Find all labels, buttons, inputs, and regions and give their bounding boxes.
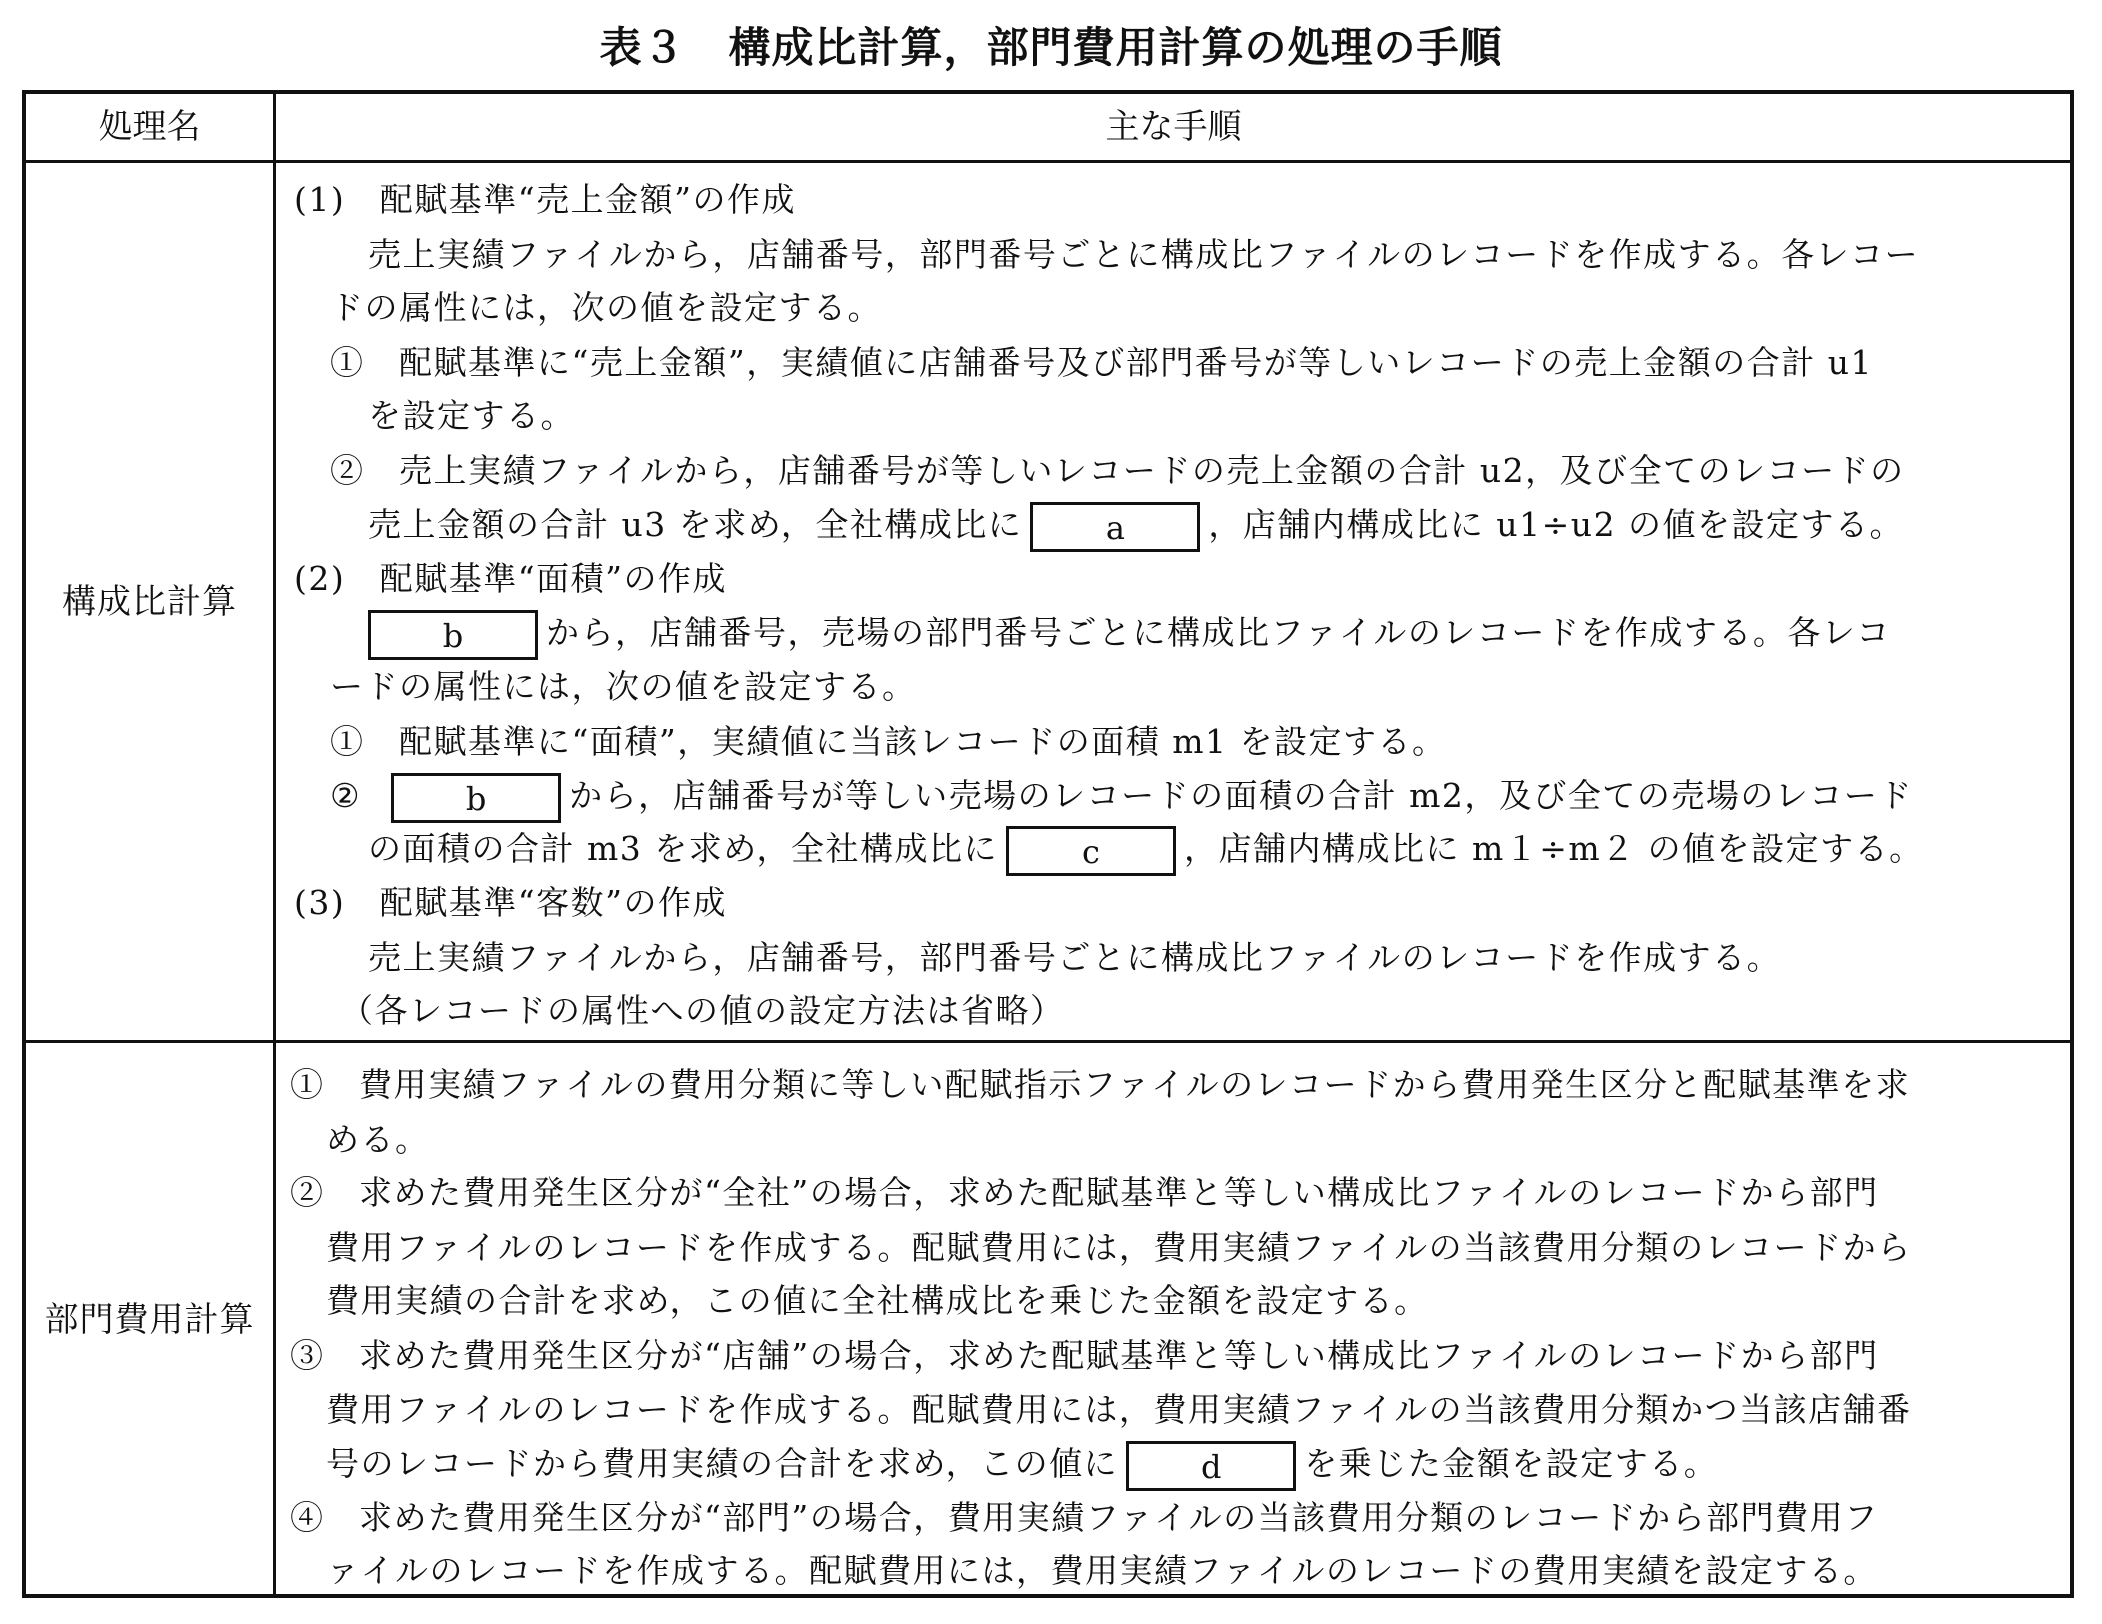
column-divider	[273, 90, 276, 1598]
step-1-item-2-cont: 売上金額の合計 u3 を求め，全社構成比に a ，店舗内構成比に u1÷u2 の値を設定する。	[368, 502, 1904, 552]
step-2-text: b から，店舗番号，売場の部門番号ごとに構成比ファイルのレコードを作成する。各レコ	[368, 610, 1891, 660]
step-1-heading: (1) 配賦基準“売上金額”の作成	[294, 180, 796, 219]
step-3-heading: (3) 配賦基準“客数”の作成	[294, 883, 727, 922]
cost-step-3-cont: 費用ファイルのレコードを作成する。配賦費用には，費用実績ファイルの当該費用分類かつ当該店舗番	[326, 1390, 1912, 1429]
cost-step-2-cont: 費用ファイルのレコードを作成する。配賦費用には，費用実績ファイルの当該費用分類のレコードから	[326, 1228, 1912, 1267]
step-2-item-2-cont: の面積の合計 m3 を求め，全社構成比に c ，店舗内構成比に m１÷m２ の値を設定する。	[368, 826, 1924, 876]
step-2-heading: (2) 配賦基準“面積”の作成	[294, 559, 727, 598]
table-title: 表３ 構成比計算，部門費用計算の処理の手順	[599, 23, 1503, 72]
blank-box-c: c	[1006, 826, 1176, 876]
header-process-name: 処理名	[98, 107, 201, 147]
cost-step-3: ③ 求めた費用発生区分が“店舗”の場合，求めた配賦基準と等しい構成比ファイルのレコードから部門	[290, 1336, 1879, 1375]
row-divider	[22, 1040, 2074, 1043]
step-1-item-2: ② 売上実績ファイルから，店舗番号が等しいレコードの売上金額の合計 u2，及び全てのレコードの	[330, 451, 1905, 490]
step-1-text: 売上実績ファイルから，店舗番号，部門番号ごとに構成比ファイルのレコードを作成する。各レコー	[368, 235, 1920, 274]
step-1-text: ドの属性には，次の値を設定する。	[330, 288, 882, 327]
header-divider	[22, 160, 2074, 163]
row-label-department-cost: 部門費用計算	[44, 1300, 255, 1340]
step-2-item-1: ① 配賦基準に“面積”，実績値に当該レコードの面積 m1 を設定する。	[330, 722, 1447, 761]
blank-box-d: d	[1126, 1441, 1296, 1491]
step-3-note: （各レコードの属性への値の設定方法は省略）	[340, 991, 1065, 1030]
step-3-text: 売上実績ファイルから，店舗番号，部門番号ごとに構成比ファイルのレコードを作成する。	[368, 938, 1782, 977]
cost-step-3-cont: 号のレコードから費用実績の合計を求め，この値に d を乗じた金額を設定する。	[326, 1441, 1718, 1491]
step-2-text: ードの属性には，次の値を設定する。	[330, 667, 917, 706]
cost-step-4-cont: ァイルのレコードを作成する。配賦費用には，費用実績ファイルのレコードの費用実績を設定する。	[326, 1551, 1878, 1590]
cost-step-2: ② 求めた費用発生区分が“全社”の場合，求めた配賦基準と等しい構成比ファイルのレコードから部門	[290, 1173, 1879, 1212]
blank-box-b: b	[368, 610, 538, 660]
cost-step-4: ④ 求めた費用発生区分が“部門”の場合，費用実績ファイルの当該費用分類のレコードから部門費用フ	[290, 1498, 1879, 1537]
cost-step-1-cont: める。	[326, 1120, 430, 1159]
cost-step-2-cont: 費用実績の合計を求め，この値に全社構成比を乗じた金額を設定する。	[326, 1281, 1429, 1320]
header-main-procedure: 主な手順	[1105, 107, 1242, 147]
step-1-item-1: ① 配賦基準に“売上金額”，実績値に店舗番号及び部門番号が等しいレコードの売上金額の合計 u1	[330, 343, 1873, 382]
row-label-composition-ratio: 構成比計算	[62, 582, 237, 622]
blank-box-b: b	[391, 773, 561, 823]
step-2-item-2: ② b から，店舗番号が等しい売場のレコードの面積の合計 m2，及び全ての売場のレコード	[330, 773, 1913, 823]
step-1-item-1-cont: を設定する。	[368, 396, 575, 435]
blank-box-a: a	[1030, 502, 1200, 552]
cost-step-1: ① 費用実績ファイルの費用分類に等しい配賦指示ファイルのレコードから費用発生区分と配賦基準を求	[290, 1065, 1911, 1104]
